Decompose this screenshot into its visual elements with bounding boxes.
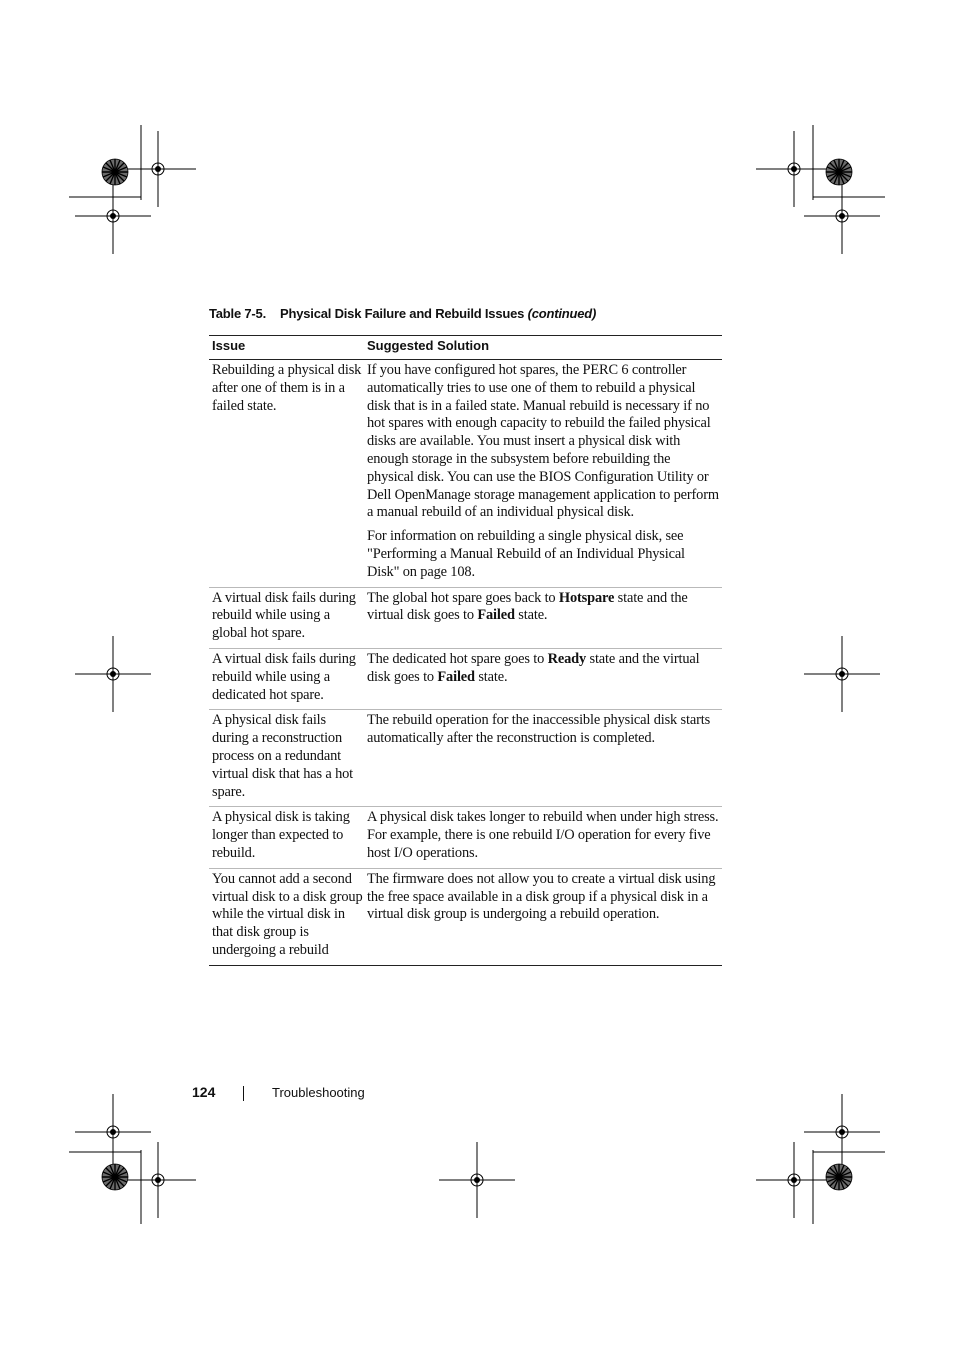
- table-caption: [209, 306, 729, 321]
- state-failed: Failed: [437, 668, 475, 685]
- solution-text: The global hot spare goes back to: [367, 589, 559, 606]
- header-suggested-solution: Suggested Solution: [367, 338, 490, 353]
- issue-cell: You cannot add a second virtual disk to a disk group while the virtual disk in that disk group is undergoing a rebuild: [212, 870, 363, 958]
- footer-section-title: Troubleshooting: [272, 1085, 365, 1100]
- table-header-row: [209, 336, 722, 360]
- solution-text: state.: [474, 668, 508, 685]
- table-number: Table 7-5.: [209, 306, 267, 321]
- table-row: [209, 868, 722, 965]
- registration-target-icon: [756, 1142, 832, 1218]
- solution-text: state and the virtual disk goes to: [367, 589, 688, 624]
- starburst-icon: [102, 159, 128, 185]
- solution-cell: [364, 587, 722, 648]
- table-row: [209, 360, 722, 588]
- starburst-icon: [826, 1164, 852, 1190]
- table-row: [209, 587, 722, 648]
- solution-paragraph: For information on rebuilding a single physical disk, see "Performing a Manual Rebuild of an Individual Physical Disk" on page 108.: [367, 528, 685, 580]
- solution-cell: The rebuild operation for the inaccessible physical disk starts automatically after the reconstruction is completed.: [367, 712, 711, 747]
- solution-cell: [364, 360, 722, 588]
- registration-target-icon: [75, 178, 151, 254]
- footer-divider: [243, 1086, 244, 1101]
- registration-target-icon: [75, 1094, 151, 1170]
- table-title: Physical Disk Failure and Rebuild Issues: [280, 306, 525, 321]
- table-row: [209, 807, 722, 868]
- table-row: [209, 648, 722, 709]
- issue-cell: A virtual disk fails during rebuild while using a dedicated hot spare.: [212, 650, 356, 703]
- registration-target-icon: [75, 636, 151, 712]
- continued-label: (continued): [527, 306, 597, 321]
- solution-text: state and the virtual disk goes to: [367, 650, 700, 685]
- state-hotspare: Hotspare: [558, 589, 615, 606]
- state-ready: Ready: [547, 650, 587, 667]
- state-failed: Failed: [477, 607, 515, 624]
- solution-cell: The firmware does not allow you to create a virtual disk using the free space available in a disk group if a physical disk in a virtual disk group is undergoing a rebuild operation.: [367, 870, 716, 923]
- solution-text: The dedicated hot spare goes to: [367, 650, 548, 667]
- solution-paragraph: If you have configured hot spares, the PERC 6 controller automatically tries to use one of them to rebuild a physical disk that is in a failed state. Manual rebuild is necessary if no hot spares with enough capacity to rebuild the failed physical disks are available. You must insert a physical disk with enough storage in the subsystem before rebuilding the physical disk. You can use the BIOS Configuration Utility or Dell OpenManage storage management application to perform a manual rebuild of an individual physical disk.: [367, 362, 719, 521]
- registration-target-icon: [804, 178, 880, 254]
- issue-cell: Rebuilding a physical disk after one of them is in a failed state.: [212, 362, 362, 414]
- starburst-icon: [826, 159, 852, 185]
- troubleshooting-table: [209, 335, 722, 966]
- header-issue: Issue: [212, 338, 246, 353]
- solution-text: state.: [514, 607, 548, 624]
- solution-cell: A physical disk takes longer to rebuild when under high stress. For example, there is one rebuild I/O operation for every five host I/O operations.: [367, 809, 719, 861]
- registration-target-icon: [756, 131, 832, 207]
- registration-target-icon: [439, 1142, 515, 1218]
- registration-target-icon: [804, 1094, 880, 1170]
- issue-cell: A physical disk fails during a reconstruction process on a redundant virtual disk that has a hot spare.: [212, 712, 354, 800]
- registration-target-icon: [120, 1142, 196, 1218]
- starburst-icon: [102, 1164, 128, 1190]
- solution-cell: [364, 648, 722, 709]
- page-number: 124: [192, 1084, 216, 1100]
- table-row: [209, 710, 722, 807]
- registration-target-icon: [120, 131, 196, 207]
- registration-target-icon: [804, 636, 880, 712]
- issue-cell: A physical disk is taking longer than expected to rebuild.: [212, 809, 350, 861]
- issue-cell: A virtual disk fails during rebuild while using a global hot spare.: [212, 589, 356, 642]
